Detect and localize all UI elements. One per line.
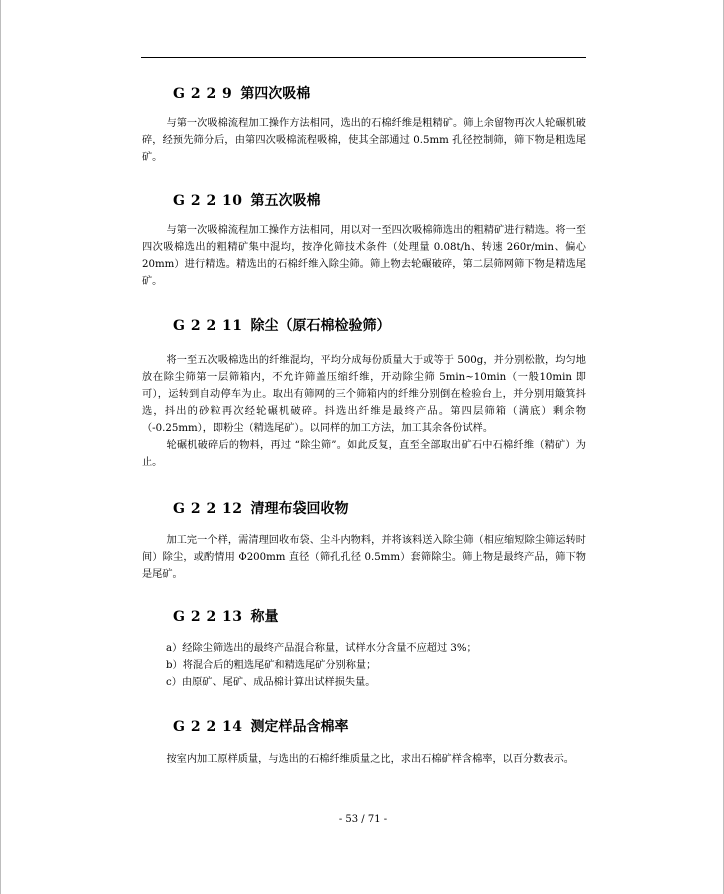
- section-g2211: [142, 314, 586, 471]
- page-number: - 53 / 71 -: [338, 814, 388, 825]
- section-number: G 2 2 13: [173, 609, 243, 625]
- section-g2212: [142, 497, 586, 583]
- section-number: G 2 2 10: [173, 193, 243, 209]
- section-heading: [173, 715, 586, 739]
- paragraph: 将一至五次吸棉选出的纤维混均，平均分成每份质量大于或等于 500g，并分别松散，均匀地放在除尘筛第一层筛箱内，不允许筛盖压缩纤维，开动除尘筛 5min~10min（一般10min 即可），运转到自动停车为止。取出有筛网的三个筛箱内的纤维分别倒在检验台上，并分别用簸箕抖选，抖出的砂粒再次经轮碾机破碎。抖选出纤维是最终产品。第四层筛箱（满底）剩余物（-0.25mm），即粉尘（精选尾矿）。以同样的加工方法，加工其余各份试样。: [142, 355, 586, 434]
- section-heading: [173, 497, 586, 521]
- list-item: b）将混合后的粗选尾矿和精选尾矿分别称量；: [166, 660, 377, 671]
- list-item: a）经除尘筛选出的最终产品混合称量，试样水分含量不应超过 3%；: [166, 643, 477, 654]
- section-number: G 2 2 14: [173, 719, 243, 735]
- list-item: c）由原矿、尾矿、成品棉计算出试样损失量。: [166, 677, 376, 688]
- paragraph: 轮碾机破碎后的物料，再过 “除尘筛”。如此反复，直至全部取出矿石中石棉纤维（精矿）为止。: [142, 440, 586, 468]
- paragraph: 加工完一个样，需清理回收布袋、尘斗内物料，并将该料送入除尘筛（相应缩短除尘筛运转时间）除尘，或酌情用 Φ200mm 直径（筛孔孔径 0.5mm）套筛除尘。筛上物是最终产品，筛下物是尾矿。: [142, 535, 586, 580]
- section-g2214: [142, 715, 586, 768]
- section-heading: [173, 82, 586, 106]
- section-g2213: [142, 605, 586, 691]
- paragraph: 与第一次吸棉流程加工操作方法相同，选出的石棉纤维是粗精矿。筛上余留物再次人轮碾机破碎，经预先筛分后，由第四次吸棉流程吸棉，使其全部通过 0.5mm 孔径控制筛，筛下物是粗选尾矿。: [142, 118, 586, 163]
- section-g2210: [142, 189, 586, 290]
- section-title: 第四次吸棉: [240, 86, 311, 102]
- section-heading: [173, 314, 586, 338]
- section-heading: [173, 189, 586, 213]
- section-title: 称量: [250, 609, 279, 625]
- section-number: G 2 2 9: [173, 86, 233, 102]
- paragraph: 按室内加工原样质量，与选出的石棉纤维质量之比，求出石棉矿样含棉率，以百分数表示。: [166, 754, 574, 765]
- section-g229: [142, 82, 586, 166]
- section-number: G 2 2 11: [173, 318, 243, 334]
- section-title: 测定样品含棉率: [250, 719, 349, 735]
- section-number: G 2 2 12: [173, 501, 243, 517]
- section-title: 除尘（原石棉检验筛）: [250, 318, 391, 334]
- page-content: [142, 82, 586, 768]
- section-title: 清理布袋回收物: [250, 501, 349, 517]
- section-heading: [173, 605, 586, 629]
- section-title: 第五次吸棉: [250, 193, 321, 209]
- header-rule: [141, 57, 586, 58]
- paragraph: 与第一次吸棉流程加工操作方法相同，用以对一至四次吸棉筛选出的粗精矿进行精选。将一至四次吸棉选出的粗精矿集中混均，按净化筛技术条件（处理量 0.08t/h、转速 260r/min、偏心 20mm）进行精选。精选出的石棉纤维入除尘筛。筛上物去轮碾破碎，第二层筛网筛下物是精选尾矿。: [142, 225, 586, 287]
